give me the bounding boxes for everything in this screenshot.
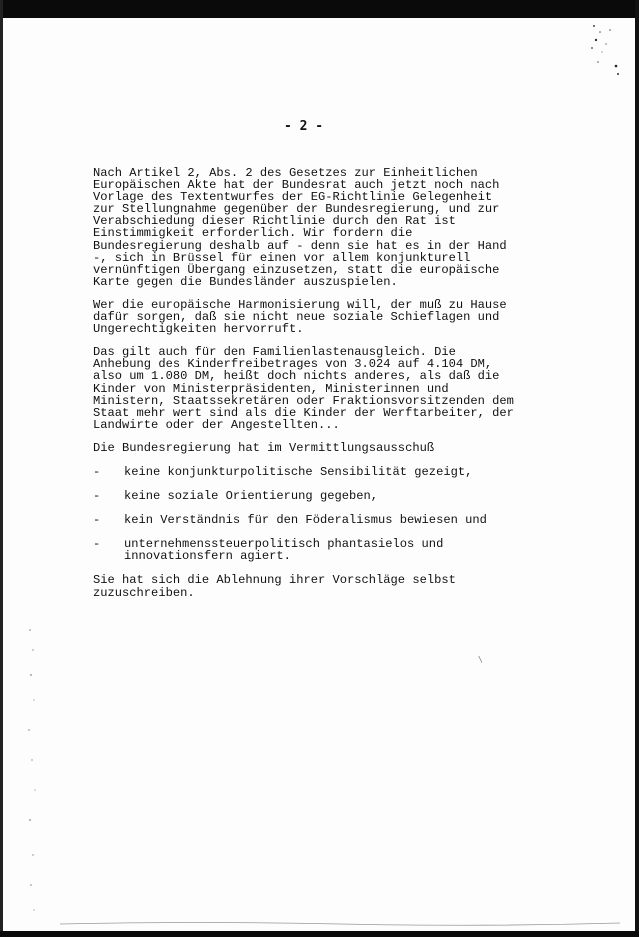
scan-border-left: [0, 0, 3, 937]
paragraph: Nach Artikel 2, Abs. 2 des Gesetzes zur Einheitlichen Europäischen Akte hat der Bundesrat auch jetzt noch nach Vorlage des Textentwurfes der EG-Richtlinie Gelegenheit zur Stellungnahme gegenüber der Bundesregierung, und zur Verabschiedung dieser Richtlinie durch den Rat ist Einstimmigkeit erforderlich. Wir fordern die Bundesregierung deshalb auf - denn sie hat es in der Hand -, sich in Brüssel für einen vor allem konjunkturell vernünftigen Übergang einzusetzen, statt die europäische Karte gegen die Bundesländer auszuspielen.: [93, 166, 507, 289]
document-body: [93, 167, 533, 610]
list-item: [93, 538, 533, 562]
scan-noise-bottom: [60, 918, 620, 928]
bullet-dash: -: [93, 537, 101, 552]
bullet-dash: -: [93, 513, 101, 528]
bullet-list: [93, 466, 533, 562]
bullet-text: unternehmenssteuerpolitisch phantasielos und innovationsfern agiert.: [124, 537, 444, 564]
paragraph: Wer die europäische Harmonisierung will, der muß zu Hause dafür sorgen, daß sie nicht neue soziale Schieflagen und Ungerechtigkeiten hervorruft.: [93, 297, 507, 337]
scan-mark: \: [478, 655, 483, 664]
scan-noise-top-right: [588, 22, 628, 82]
page-number: - 2 -: [284, 119, 324, 134]
scan-noise-left: [26, 620, 40, 920]
bullet-dash: -: [93, 489, 101, 504]
bullet-dash: -: [93, 464, 101, 479]
closing-paragraph: Sie hat sich die Ablehnung ihrer Vorschläge selbst zuzuschreiben.: [93, 573, 456, 600]
bullet-text: keine konjunkturpolitische Sensibilität gezeigt,: [124, 464, 473, 479]
list-item: [93, 466, 533, 478]
paragraph: Das gilt auch für den Familienlastenausgleich. Die Anhebung des Kinderfreibetrages von 3.024 auf 4.104 DM, also um 1.080 DM, heißt doch nichts anderes, als daß die Kinder von Ministerpräsidenten, Ministerinnen und Ministern, Staatssekretären oder Fraktionsvorsitzenden dem Staat mehr wert sind als die Kinder der Werftarbeiter, der Landwirte oder der Angestellten...: [93, 345, 514, 432]
paragraph: Die Bundesregierung hat im Vermittlungsausschuß: [93, 440, 435, 455]
scan-border-right: [635, 0, 639, 937]
list-item: [93, 514, 533, 526]
scan-border-top: [0, 0, 639, 18]
list-item: [93, 490, 533, 502]
bullet-text: kein Verständnis für den Föderalismus bewiesen und: [124, 513, 487, 528]
bullet-text: keine soziale Orientierung gegeben,: [124, 489, 379, 504]
scan-border-bottom: [0, 931, 639, 937]
